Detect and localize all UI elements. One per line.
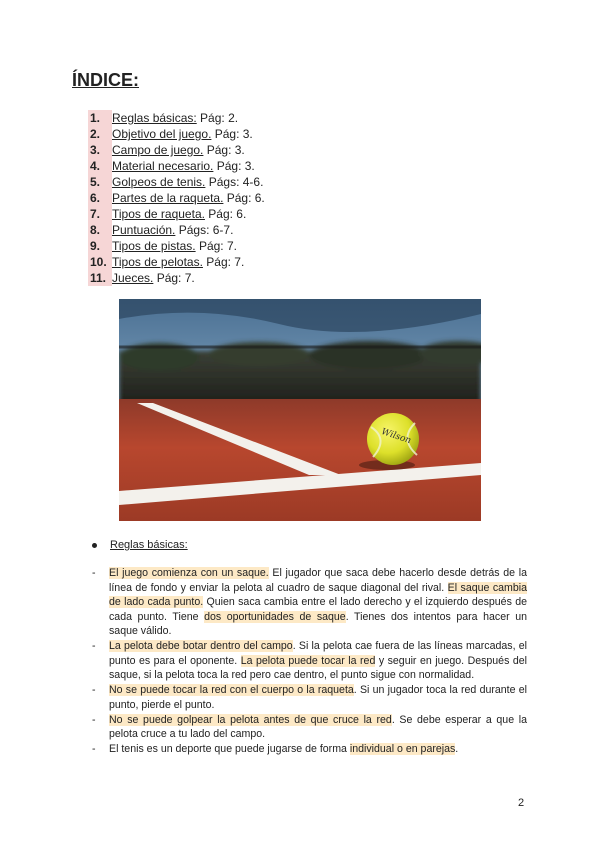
highlighted-text: El saque cambia de lado cada punto. — [109, 581, 528, 608]
rule-item — [92, 742, 527, 757]
rule-text: . Si la pelota cae fuera de las líneas marcadas, el punto es para el oponente. — [109, 640, 527, 667]
tennis-ball-on-court-illustration — [119, 299, 481, 521]
rule-text: y seguir en juego. Después del saque, si la pelota toca la red pero cae dentro, el punto sigue con normalidad. — [109, 654, 527, 681]
toc-item — [88, 126, 265, 142]
toc-item — [88, 190, 265, 206]
rule-text: El jugador que saca debe hacerlo desde detrás de la línea de fondo y enviar la pelota al cuadro de saque diagonal del rival. — [109, 567, 527, 594]
ball-brand-text: Wilson — [379, 427, 413, 447]
toc-number: 6. — [88, 190, 112, 206]
toc-item — [88, 142, 265, 158]
highlighted-text: La pelota puede tocar la red — [240, 654, 376, 667]
toc-page: Pág: 6. — [204, 207, 247, 221]
rule-item — [92, 683, 527, 712]
toc-link[interactable]: Campo de juego. — [112, 143, 204, 157]
section-label: Reglas básicas: — [110, 539, 188, 551]
rule-text: . — [455, 743, 459, 755]
toc-page: Pág: 3. — [211, 127, 253, 141]
dash-marker: - — [92, 743, 96, 755]
rule-text: Quien saca cambia entre el lado derecho y el izquierdo después de cada punto. Tiene — [109, 596, 527, 623]
toc-number: 1. — [88, 110, 112, 126]
rules-list — [92, 566, 527, 757]
toc-item — [88, 174, 265, 190]
highlighted-text: No se puede golpear la pelota antes de que cruce la red — [109, 713, 392, 726]
toc-item — [88, 238, 265, 254]
toc-page: Pág: 6. — [223, 191, 265, 205]
toc-item — [88, 254, 265, 270]
toc-item — [88, 110, 265, 126]
rule-text: . Si un jugador toca la red durante el punto, pierde el punto. — [109, 684, 527, 711]
toc-link[interactable]: Reglas básicas: — [112, 111, 197, 125]
toc-link[interactable]: Puntuación. — [112, 223, 176, 237]
dash-marker: - — [92, 713, 96, 726]
highlighted-text: La pelota debe botar dentro del campo — [109, 640, 293, 652]
toc-page: Pág: 3. — [203, 143, 245, 157]
toc-number: 11. — [88, 270, 112, 286]
toc-number: 10. — [88, 254, 112, 270]
toc-page: Pág: 7. — [195, 239, 237, 253]
highlighted-text: El juego comienza con un saque. — [109, 567, 269, 579]
toc-page: Págs: 6-7. — [175, 223, 234, 237]
toc-link[interactable]: Tipos de pelotas. — [112, 255, 203, 269]
dash-marker: - — [92, 567, 96, 579]
toc-item — [88, 158, 265, 174]
toc-page: Pág: 2. — [196, 111, 239, 125]
toc-page: Pág: 3. — [213, 159, 255, 173]
toc-number: 9. — [88, 238, 112, 254]
dash-marker: - — [92, 640, 96, 652]
toc-page: Págs: 4-6. — [205, 175, 264, 189]
rule-text: . Tienes dos intentos para hacer un saque válido. — [109, 610, 527, 637]
toc-item — [88, 270, 265, 286]
toc-page: Pág: 7. — [153, 271, 195, 285]
toc-number: 8. — [88, 222, 112, 238]
bullet-icon — [92, 543, 97, 548]
toc-page: Pág: 7. — [202, 255, 245, 269]
rule-text: El tenis es un deporte que puede jugarse de forma — [109, 743, 350, 755]
toc-number: 3. — [88, 142, 112, 158]
table-of-contents — [88, 110, 265, 286]
toc-link[interactable]: Golpeos de tenis. — [112, 175, 206, 189]
highlighted-text: individual o en parejas — [349, 743, 456, 755]
highlighted-text: No se puede tocar la red con el cuerpo o la raqueta — [109, 684, 354, 696]
toc-link[interactable]: Objetivo del juego. — [112, 127, 212, 141]
highlighted-text: dos oportunidades de saque — [204, 610, 346, 623]
toc-link[interactable]: Tipos de raqueta. — [112, 207, 205, 221]
section-heading — [92, 539, 188, 551]
toc-number: 5. — [88, 174, 112, 190]
page-number: 2 — [518, 797, 525, 809]
rule-text: . Se debe esperar a que la pelota cruce a tu lado del campo. — [109, 713, 528, 740]
toc-link[interactable]: Partes de la raqueta. — [112, 191, 224, 205]
toc-link[interactable]: Jueces. — [112, 271, 154, 285]
tennis-ball-photo — [119, 299, 481, 521]
toc-link[interactable]: Tipos de pistas. — [112, 239, 196, 253]
toc-number: 2. — [88, 126, 112, 142]
toc-number: 7. — [88, 206, 112, 222]
index-title: ÍNDICE: — [72, 70, 139, 90]
toc-item — [88, 222, 265, 238]
toc-item — [88, 206, 265, 222]
rule-item — [92, 639, 527, 683]
rule-item — [92, 713, 527, 742]
rule-item — [92, 566, 527, 639]
toc-number: 4. — [88, 158, 112, 174]
toc-link[interactable]: Material necesario. — [112, 159, 214, 173]
dash-marker: - — [92, 684, 96, 696]
